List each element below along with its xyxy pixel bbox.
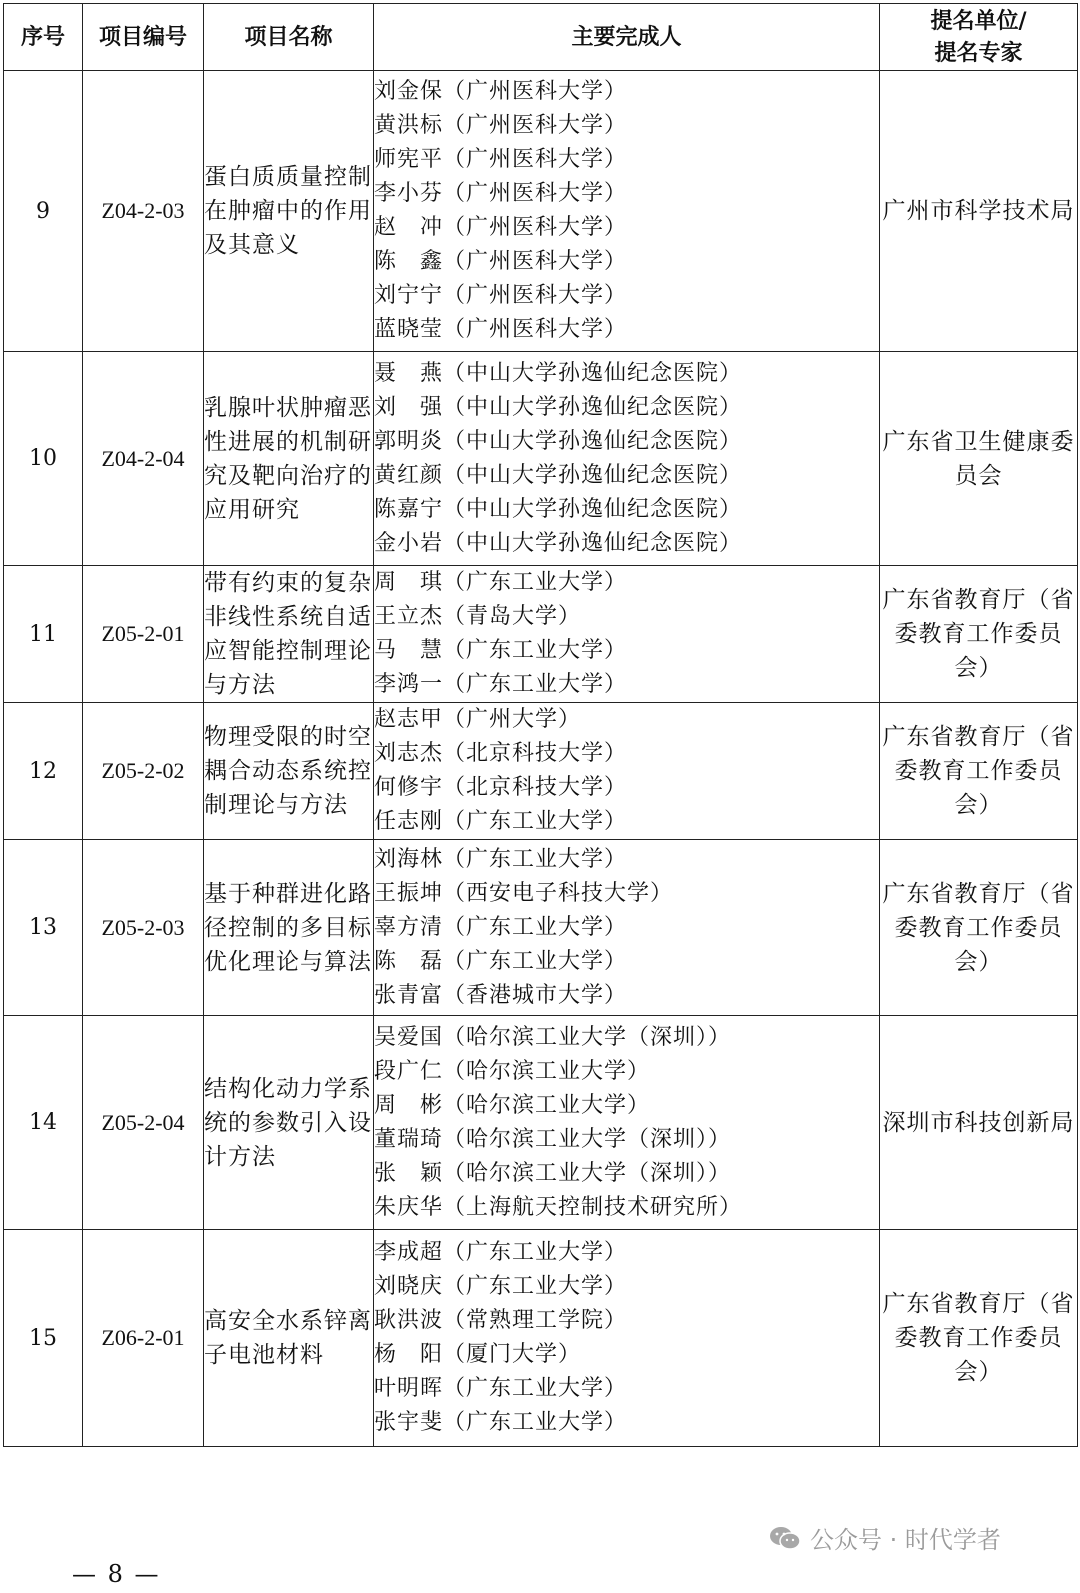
row-project-name: 基于种群进化路径控制的多目标优化理论与算法 <box>204 840 374 1016</box>
table-row <box>4 1016 1078 1230</box>
row-people <box>374 71 880 352</box>
header-nominator <box>880 4 1078 71</box>
wechat-icon <box>768 1525 802 1551</box>
person-entry: 李鸿一（广东工业大学） <box>374 672 628 697</box>
person-entry: 刘晓庆（广东工业大学） <box>374 1274 628 1299</box>
person-entry: 周 彬（哈尔滨工业大学） <box>374 1092 651 1118</box>
row-project-name: 高安全水系锌离子电池材料 <box>204 1230 374 1447</box>
person-entry: 陈嘉宁（中山大学孙逸仙纪念医院） <box>374 496 743 522</box>
person-entry: 陈 鑫（广州医科大学） <box>374 249 628 274</box>
person-entry: 叶明晖（广东工业大学） <box>374 1376 628 1401</box>
person-entry: 蓝晓莹（广州医科大学） <box>374 317 628 342</box>
person-entry: 李小芬（广州医科大学） <box>374 181 628 206</box>
row-code: Z05-2-04 <box>83 1016 204 1230</box>
table-row <box>4 71 1078 352</box>
person-entry: 赵志甲（广州大学） <box>374 707 582 732</box>
page-number: — 8 — <box>72 1560 161 1588</box>
row-nominator: 深圳市科技创新局 <box>880 1016 1078 1230</box>
table-row <box>4 566 1078 703</box>
row-people <box>374 1016 880 1230</box>
row-project-name: 结构化动力学系统的参数引入设计方法 <box>204 1016 374 1230</box>
row-nominator: 广东省卫生健康委员会 <box>880 352 1078 566</box>
person-entry: 辜方清（广东工业大学） <box>374 914 628 940</box>
person-entry: 马 慧（广东工业大学） <box>374 638 628 663</box>
award-table <box>3 3 1078 1447</box>
person-entry: 刘海林（广东工业大学） <box>374 846 628 872</box>
row-code: Z06-2-01 <box>83 1230 204 1447</box>
person-entry: 耿洪波（常熟理工学院） <box>374 1308 628 1333</box>
row-code: Z04-2-03 <box>83 71 204 352</box>
person-entry: 赵 冲（广州医科大学） <box>374 215 628 240</box>
row-project-name: 乳腺叶状肿瘤恶性进展的机制研究及靶向治疗的应用研究 <box>204 352 374 566</box>
header-nominator-line2: 提名专家 <box>934 40 1023 66</box>
watermark <box>768 1520 1001 1555</box>
person-entry: 聂 燕（中山大学孙逸仙纪念医院） <box>374 360 743 386</box>
person-entry: 任志刚（广东工业大学） <box>374 809 628 834</box>
row-project-name: 蛋白质质量控制在肿瘤中的作用及其意义 <box>204 71 374 352</box>
row-seq: 12 <box>4 703 83 840</box>
row-people <box>374 352 880 566</box>
row-nominator: 广东省教育厅（省委教育工作委员会） <box>880 703 1078 840</box>
person-entry: 董瑞琦（哈尔滨工业大学（深圳）） <box>374 1126 732 1152</box>
person-entry: 王振坤（西安电子科技大学） <box>374 880 674 906</box>
person-entry: 刘金保（广州医科大学） <box>374 79 628 104</box>
person-entry: 张宇斐（广东工业大学） <box>374 1410 628 1435</box>
person-entry: 何修宇（北京科技大学） <box>374 775 628 800</box>
person-entry: 段广仁（哈尔滨工业大学） <box>374 1058 651 1084</box>
row-project-name: 带有约束的复杂非线性系统自适应智能控制理论与方法 <box>204 566 374 703</box>
row-code: Z05-2-01 <box>83 566 204 703</box>
header-seq: 序号 <box>4 4 83 71</box>
row-code: Z04-2-04 <box>83 352 204 566</box>
row-seq: 13 <box>4 840 83 1016</box>
person-entry: 刘志杰（北京科技大学） <box>374 741 628 766</box>
person-entry: 李成超（广东工业大学） <box>374 1240 628 1265</box>
row-people <box>374 840 880 1016</box>
row-seq: 9 <box>4 71 83 352</box>
row-seq: 15 <box>4 1230 83 1447</box>
person-entry: 周 琪（广东工业大学） <box>374 570 628 595</box>
person-entry: 张 颖（哈尔滨工业大学（深圳）） <box>374 1160 732 1186</box>
person-entry: 陈 磊（广东工业大学） <box>374 948 628 974</box>
watermark-text: 公众号 · 时代学者 <box>810 1526 1001 1554</box>
person-entry: 师宪平（广州医科大学） <box>374 147 628 172</box>
row-nominator: 广东省教育厅（省委教育工作委员会） <box>880 1230 1078 1447</box>
person-entry: 黄红颜（中山大学孙逸仙纪念医院） <box>374 462 743 488</box>
header-name: 项目名称 <box>204 4 374 71</box>
row-nominator: 广东省教育厅（省委教育工作委员会） <box>880 566 1078 703</box>
person-entry: 朱庆华（上海航天控制技术研究所） <box>374 1194 743 1220</box>
person-entry: 刘 强（中山大学孙逸仙纪念医院） <box>374 394 743 420</box>
row-code: Z05-2-03 <box>83 840 204 1016</box>
row-seq: 14 <box>4 1016 83 1230</box>
person-entry: 张青富（香港城市大学） <box>374 982 628 1008</box>
person-entry: 黄洪标（广州医科大学） <box>374 113 628 138</box>
person-entry: 刘宁宁（广州医科大学） <box>374 283 628 308</box>
header-people: 主要完成人 <box>374 4 880 71</box>
row-people <box>374 566 880 703</box>
row-people <box>374 1230 880 1447</box>
row-project-name: 物理受限的时空耦合动态系统控制理论与方法 <box>204 703 374 840</box>
person-entry: 杨 阳（厦门大学） <box>374 1342 582 1367</box>
row-seq: 10 <box>4 352 83 566</box>
table-row <box>4 840 1078 1016</box>
row-people <box>374 703 880 840</box>
person-entry: 郭明炎（中山大学孙逸仙纪念医院） <box>374 428 743 454</box>
table-row <box>4 352 1078 566</box>
person-entry: 金小岩（中山大学孙逸仙纪念医院） <box>374 530 743 556</box>
row-nominator: 广东省教育厅（省委教育工作委员会） <box>880 840 1078 1016</box>
row-nominator: 广州市科学技术局 <box>880 71 1078 352</box>
person-entry: 吴爱国（哈尔滨工业大学（深圳）） <box>374 1024 732 1050</box>
row-seq: 11 <box>4 566 83 703</box>
person-entry: 王立杰（青岛大学） <box>374 604 582 629</box>
table-row <box>4 1230 1078 1447</box>
header-code: 项目编号 <box>83 4 204 71</box>
row-code: Z05-2-02 <box>83 703 204 840</box>
header-row <box>4 4 1078 71</box>
header-nominator-line1: 提名单位/ <box>930 8 1027 34</box>
table-row <box>4 703 1078 840</box>
